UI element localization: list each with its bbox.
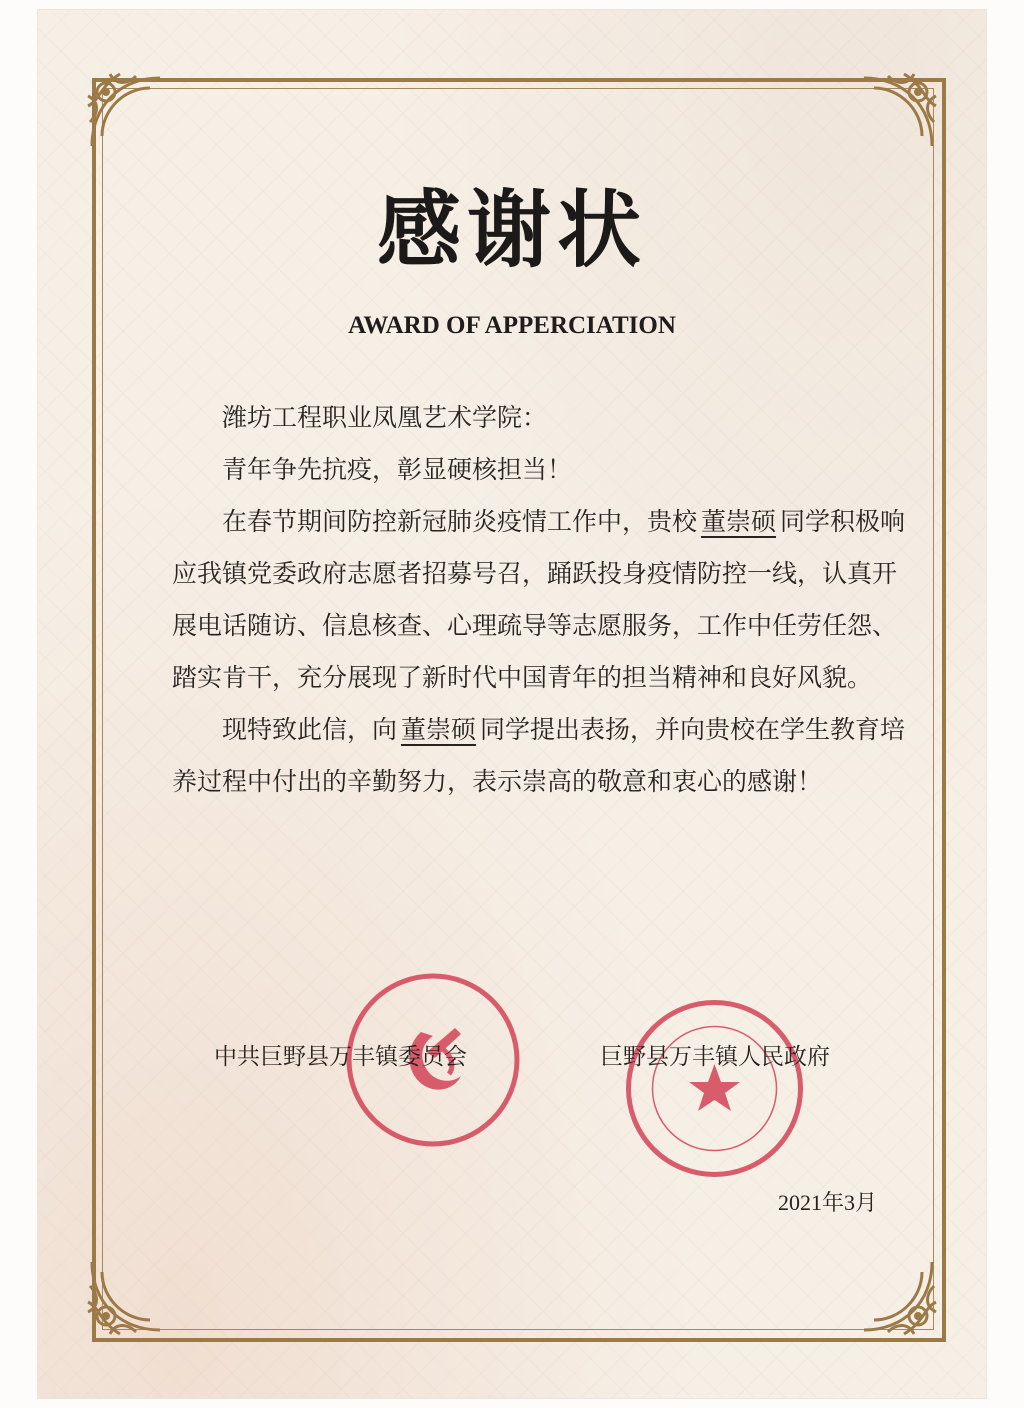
- student-name: 董崇硕: [701, 507, 777, 536]
- recipient-line: 潍坊工程职业凤凰艺术学院：: [222, 403, 548, 432]
- signatory-left: 中共巨野县万丰镇委员会: [214, 1044, 467, 1070]
- certificate-body: [172, 392, 907, 808]
- corner-ornament-icon: [852, 1250, 944, 1342]
- paragraph-1-text-a: 在春节期间防控新冠肺炎疫情工作中，贵校: [222, 507, 698, 536]
- paragraph-1-text-b: 同学积极响应我镇党委政府志愿者招募号召，踊跃投身疫情防控一线，认真开展电话随访、信息核查、心理疏导等志愿服务，工作中任劳任怨、踏实肯干，充分展现了新时代中国青年的担当精神和良好风貌。: [172, 507, 906, 692]
- issue-date: 2021年3月: [778, 1190, 878, 1215]
- certificate-title: 感谢状: [376, 180, 647, 279]
- slogan-line: 青年争先抗疫，彰显硬核担当！: [222, 455, 573, 484]
- certificate-subtitle: AWARD OF APPERCIATION: [348, 312, 676, 339]
- corner-ornament-icon: [80, 66, 172, 158]
- signatory-right: 巨野县万丰镇人民政府: [600, 1044, 830, 1070]
- paragraph-1: [172, 496, 907, 704]
- paragraph-2-text-a: 现特致此信，向: [222, 715, 398, 744]
- corner-ornament-icon: [80, 1250, 172, 1342]
- paragraph-2-text-b: 同学提出表扬，并向贵校在学生教育培养过程中付出的辛勤努力，表示崇高的敬意和衷心的感谢！: [172, 715, 906, 796]
- corner-ornament-icon: [852, 66, 944, 158]
- paragraph-2: [172, 704, 907, 808]
- student-name: 董崇硕: [401, 715, 477, 744]
- government-seal-icon: [622, 996, 807, 1181]
